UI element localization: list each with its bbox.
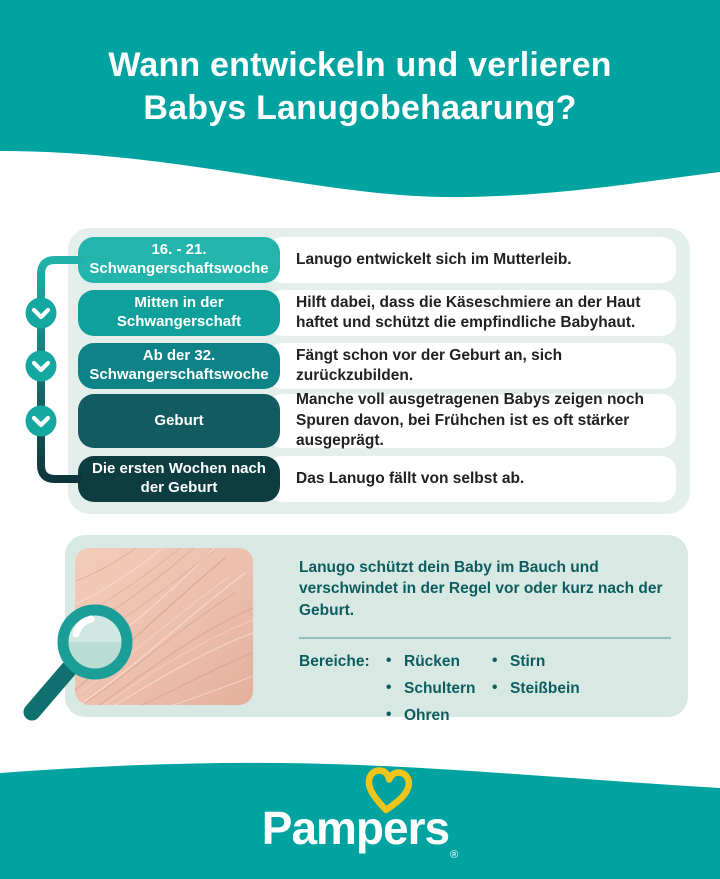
registered-trademark: ® xyxy=(450,849,459,861)
area-item: • Schultern xyxy=(386,680,492,698)
areas-column-2 xyxy=(492,653,580,734)
lanugo-info-card xyxy=(65,535,688,724)
areas-label: Bereiche: xyxy=(299,652,370,670)
area-item: • Steißbein xyxy=(492,680,580,698)
magnifier-icon xyxy=(20,590,170,730)
timeline-description: Das Lanugo fällt von selbst ab. xyxy=(296,469,525,487)
timeline-description-box xyxy=(268,343,676,389)
timeline-stage-label: Ab der 32. Schwangerschaftswoche xyxy=(89,347,269,383)
timeline-row xyxy=(68,456,690,502)
area-item: • Rücken xyxy=(386,653,492,671)
timeline-stage-pill xyxy=(78,237,280,283)
pampers-logo xyxy=(0,801,720,861)
timeline-stage-pill xyxy=(78,290,280,336)
timeline-row xyxy=(68,290,690,336)
timeline-stage-pill xyxy=(78,456,280,502)
timeline-description: Fängt schon vor der Geburt an, sich zurückzubilden. xyxy=(296,346,563,384)
timeline-description-box xyxy=(268,456,676,502)
page-title xyxy=(0,44,720,130)
timeline-panel xyxy=(68,228,690,514)
timeline-description: Lanugo entwickelt sich im Mutterleib. xyxy=(296,250,572,268)
chevron-down-icon xyxy=(26,351,57,382)
timeline-row xyxy=(68,343,690,389)
heart-icon xyxy=(360,764,417,817)
page-title-line-2: Babys Lanugobehaarung? xyxy=(143,88,577,127)
chevron-down-icon xyxy=(26,406,57,437)
timeline-row xyxy=(68,391,690,450)
areas-section xyxy=(299,653,691,734)
areas-column-1 xyxy=(386,653,492,734)
card-paragraph: Lanugo schützt dein Baby im Bauch und verschwindet in der Regel vor oder kurz nach der Geburt. xyxy=(299,559,663,619)
timeline-connector-line xyxy=(20,230,90,520)
area-item: • Stirn xyxy=(492,653,580,671)
card-divider xyxy=(299,637,671,639)
card-text-block xyxy=(299,557,691,734)
area-item: • Ohren xyxy=(386,707,492,725)
timeline-description-box xyxy=(268,237,676,283)
timeline-description: Hilft dabei, dass die Käseschmiere an der Haut haftet und schützt die empfindliche Babyhaut. xyxy=(296,293,641,331)
chevron-down-icon xyxy=(26,298,57,329)
timeline-description: Manche voll ausgetragenen Babys zeigen noch Spuren davon, bei Frühchen ist es oft stärker ausgeprägt. xyxy=(296,391,644,450)
brand-wordmark: Pampers xyxy=(261,802,450,854)
timeline-stage-label: Die ersten Wochen nach der Geburt xyxy=(92,460,266,496)
timeline-stage-label: Mitten in der Schwangerschaft xyxy=(116,294,242,330)
timeline-stage-pill xyxy=(78,343,280,389)
timeline-stage-label: 16. - 21. Schwangerschaftswoche xyxy=(89,241,269,277)
timeline-description-box xyxy=(268,391,676,450)
page-title-line-1: Wann entwickeln und verlieren xyxy=(108,46,612,84)
timeline-description-box xyxy=(268,290,676,336)
timeline-row xyxy=(68,237,690,283)
timeline-stage-pill xyxy=(78,394,280,448)
timeline-stage-label: Geburt xyxy=(154,411,204,429)
